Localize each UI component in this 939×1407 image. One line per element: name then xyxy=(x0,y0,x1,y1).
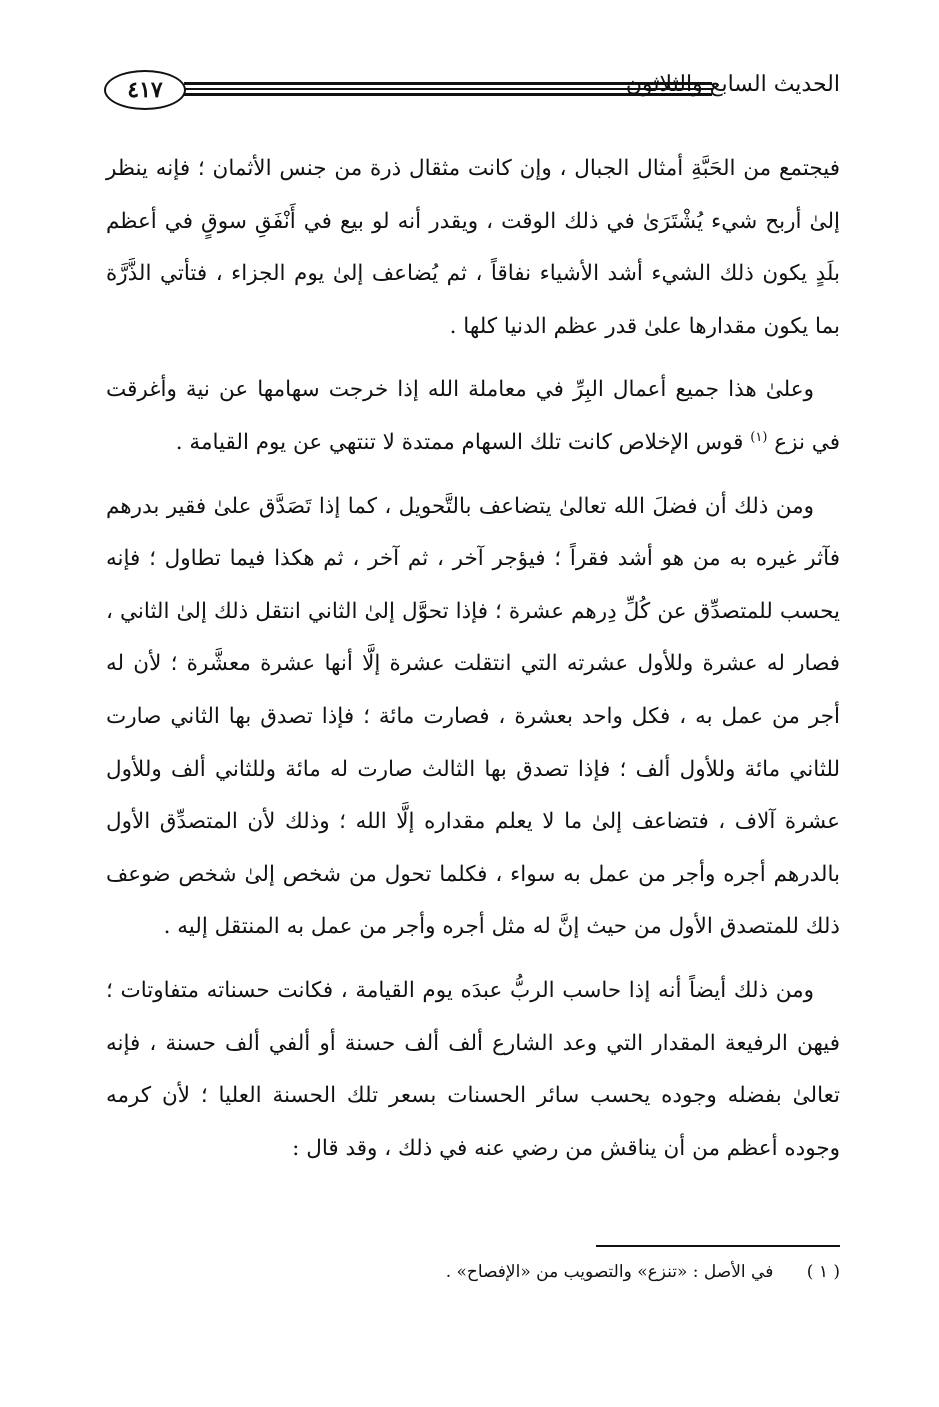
footnote-text: في الأصل : «تنزع» والتصويب من «الإفصاح» . xyxy=(445,1262,774,1282)
running-title: الحديث السابع والثلاثون xyxy=(625,72,840,97)
footnote xyxy=(446,1262,840,1282)
footnote-divider xyxy=(596,1245,840,1247)
paragraph: فيجتمع من الحَبَّةِ أمثال الجبال ، وإن كانت مثقال ذرة من جنس الأثمان ؛ فإنه ينظر إلىٰ أربح شيء يُشْتَرَىٰ في ذلك الوقت ، ويقدر أنه لو بيع في أَنْفَقِ سوقٍ في أعظم بلَدٍ يكون ذلك الشيء أشد الأشياء نفاقاً ، ثم يُضاعف إلىٰ يوم الجزاء ، فتأتي الذَّرَّة بما يكون مقدارها علىٰ قدر عظم الدنيا كلها . xyxy=(106,156,840,339)
footnote-number: ( ١ ) xyxy=(806,1262,840,1282)
paragraph-text: وعلىٰ هذا جميع أعمال البِرِّ في معاملة الله إذا خرجت سهامها عن نية وأغرقت في نزع xyxy=(106,377,840,455)
paragraph: ومن ذلك أيضاً أنه إذا حاسب الربُّ عبدَه يوم القيامة ، فكانت حسناته متفاوتات ؛ فيهن الرفيعة المقدار التي وعد الشارع ألف ألف حسنة أو ألفي ألف حسنة ، فإنه تعالىٰ بفضله وجوده يحسب سائر الحسنات بسعر تلك الحسنة العليا ؛ لأن كرمه وجوده أعظم من أن يناقش من رضي عنه في ذلك ، وقد قال : xyxy=(106,977,840,1161)
page-number: ٤١٧ xyxy=(104,70,186,110)
main-text xyxy=(106,143,840,1186)
page-header xyxy=(104,62,840,118)
paragraph xyxy=(106,364,840,469)
footnote-marker[interactable]: (١) xyxy=(750,429,768,445)
paragraph: ومن ذلك أن فضلَ الله تعالىٰ يتضاعف بالتَّحويل ، كما إذا تَصَدَّق علىٰ فقير بدرهم فآثر غيره به من هو أشد فقراً ؛ فيؤجر آخر ، ثم آخر ، ثم هكذا فيما تطاول ؛ فإنه يحسب للمتصدِّق عن كُلِّ دِرهم عشرة ؛ فإذا تحوَّل إلىٰ الثاني انتقل ذلك إلىٰ الثاني ، فصار له عشرة وللأول عشرته التي انتقلت عشرة إلَّا أنها عشرة معشَّرة ؛ لأن له أجر من عمل به ، فكل واحد بعشرة ، فصارت مائة ؛ فإذا تصدق بها الثاني صارت للثاني مائة وللأول ألف ؛ فإذا تصدق بها الثالث صارت له مائة وللثاني ألف وللأول عشرة آلاف ، فتضاعف إلىٰ ما لا يعلم مقداره إلَّا الله ؛ وذلك لأن المتصدِّق الأول بالدرهم أجره وأجر من عمل به سواء ، فكلما تحول من شخص إلىٰ شخص ضوعف ذلك للمتصدق الأول من حيث إنَّ له مثل أجره وأجر من عمل به المنتقل إليه . xyxy=(106,493,840,940)
paragraph-text: قوس الإخلاص كانت تلك السهام ممتدة لا تنتهي عن يوم القيامة . xyxy=(175,429,744,455)
